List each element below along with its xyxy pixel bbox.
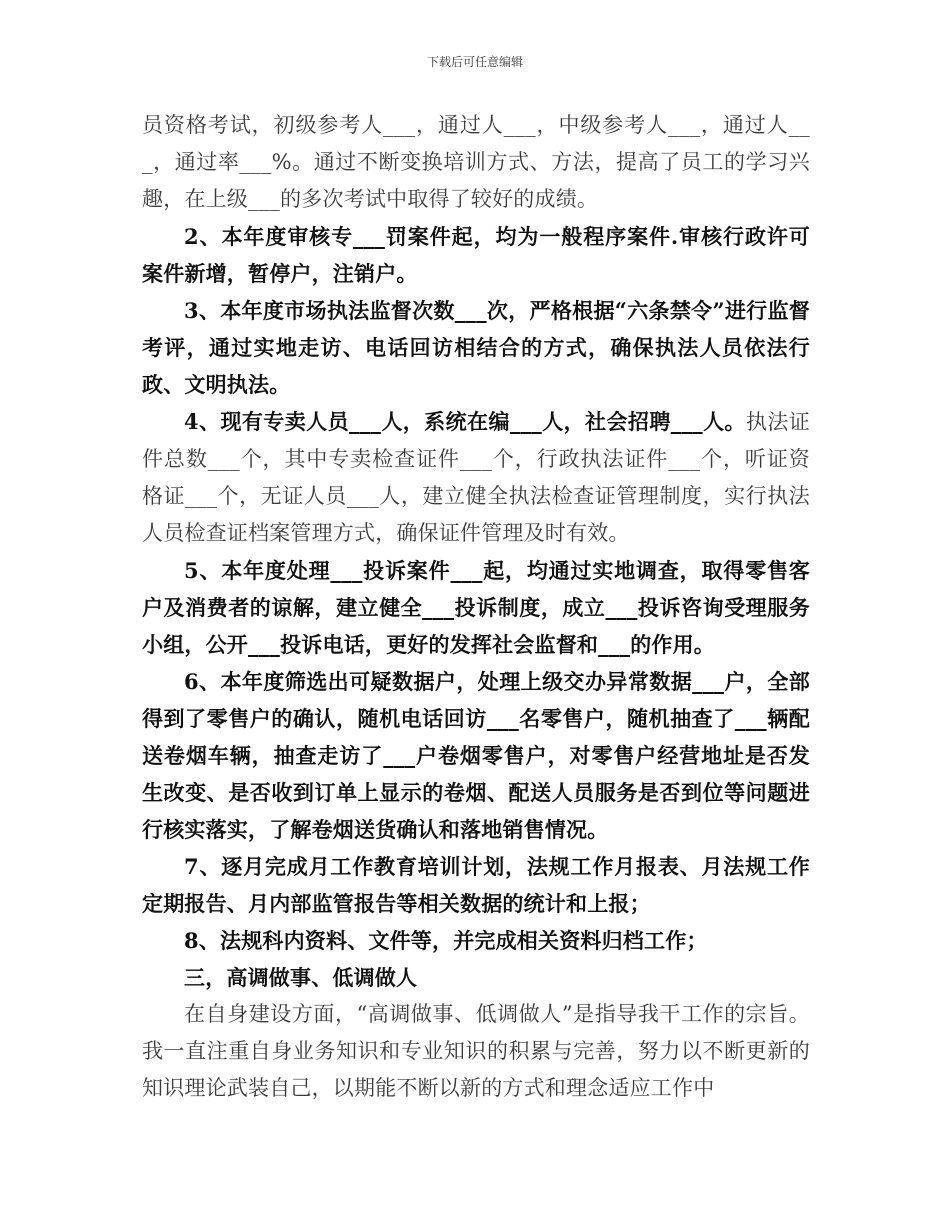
paragraph-self-development: 在自身建设方面，“高调做事、低调做人”是指导我干工作的宗旨。我一直注重自身业务知识和专业知识的积累与完善，努力以不断更新的知识理论武装自己，以期能不断以新的方式和理念适应工作中 (142, 1002, 810, 1100)
paragraph-item-4 (142, 403, 810, 552)
paragraph-item-2: 2、本年度审核专___罚案件起，均为一般程序案件.审核行政许可案件新增，暂停户，注销户。 (142, 224, 810, 286)
paragraph-item-6: 6、本年度筛选出可疑数据户，处理上级交办异常数据___户，全部得到了零售户的确认，随机电话回访___名零售户，随机抽查了___辆配送卷烟车辆，抽查走访了___户卷烟零售户，对零售户经营地址是否发生改变、是否收到订单上显示的卷烟、配送人员服务是否到位等问题进行核实落实，了解卷烟送货确认和落地销售情况。 (142, 669, 810, 842)
section-heading-3: 三，高调做事、低调做人 (184, 965, 418, 990)
document-body (142, 107, 810, 1107)
paragraph-exam-stats: 员资格考试，初级参考人___，通过人___，中级参考人___，通过人___，通过率___%。通过不断变换培训方式、方法，提高了员工的学习兴趣，在上级___的多次考试中取得了较好的成绩。 (142, 113, 810, 211)
paragraph-item-4-bold: 4、现有专卖人员___人，系统在编___人，社会招聘___人。 (184, 409, 746, 434)
paragraph-item-5: 5、本年度处理___投诉案件___起，均通过实地调查，取得零售客户及消费者的谅解，建立健全___投诉制度，成立___投诉咨询受理服务小组，公开___投诉电话，更好的发挥社会监督和___的作用。 (142, 558, 810, 657)
paragraph-item-7: 7、逐月完成月工作教育培训计划，法规工作月报表、月法规工作定期报告、月内部监管报告等相关数据的统计和上报； (142, 854, 810, 916)
paragraph-item-8: 8、法规科内资料、文件等，并完成相关资料归档工作； (184, 928, 708, 953)
page-header: 下载后可任意编辑 (426, 55, 523, 69)
paragraph-item-4-light: 执法证件总数___个，其中专卖检查证件___个，行政执法证件___个，听证资格证___个，无证人员___人，建立健全执法检查证管理制度，实行执法人员检查证档案管理方式，确保证件管理及时有效。 (142, 410, 811, 545)
paragraph-item-3: 3、本年度市场执法监督次数___次，严格根据“六条禁令”进行监督考评，通过实地走访、电话回访相结合的方式，确保执法人员依法行政、文明执法。 (142, 298, 810, 397)
